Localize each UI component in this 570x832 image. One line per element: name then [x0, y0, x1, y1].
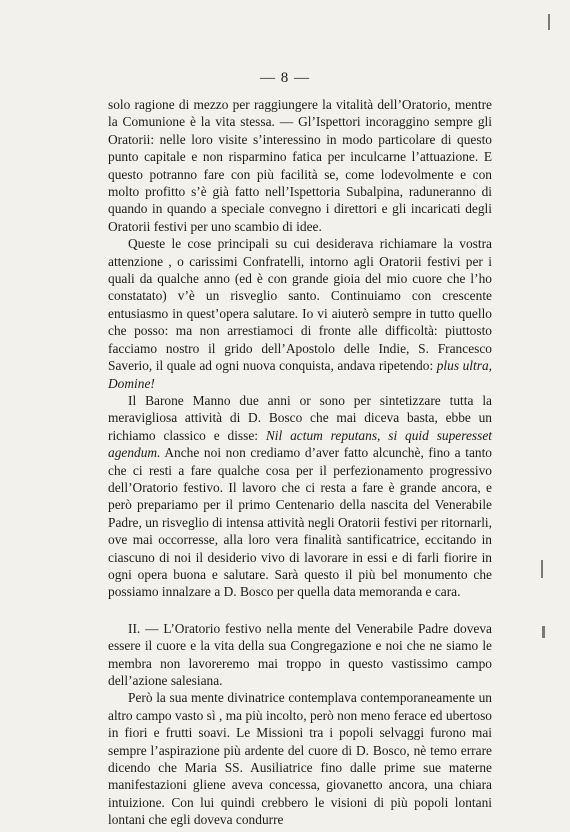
paragraph-5 — [108, 689, 492, 828]
paragraph-3 — [108, 392, 492, 601]
paragraph-3-latin-quote: Nil actum reputans, si quid superesset agendum. — [108, 427, 492, 461]
paragraph-2 — [108, 235, 492, 392]
paragraph-5-text: Però la sua mente divinatrice contemplava contemporaneamente un altro campo vasto sì , ma più incolto, però non meno ferace ed ubertoso in fiori e frutti soavi. Le Missioni tra i popoli selvaggi furono mai sempre l’aspirazione più ardente del cuore di D. Bosco, nè temo errare dicendo che Maria SS. Ausiliatrice fino dalle prime sue materne manifestazioni gliene aveva concessa, giovanetto ancora, una chiara intuizione. Con lui quindi crebbero le visioni di più popoli lontani lontani che egli doveva condurre — [108, 690, 492, 828]
paragraph-1 — [108, 96, 492, 235]
page-number: — 8 — — [260, 70, 310, 86]
paragraph-4-section-heading — [108, 620, 492, 690]
paragraph-3-text-start: Il Barone Manno due anni or sono per sintetizzare tutta la meravigliosa attività di D. Bosco che mai diceva basta, ebbe un richiamo classico e disse: — [108, 392, 492, 443]
paragraph-1-text: solo ragione di mezzo per raggiungere la vitalità dell’Oratorio, mentre la Comunione è la vita stessa. — Gl’Ispettori incoraggino sempre gli Oratorii: nelle loro visite s’interessino in modo particolare di questo punto capitale e non risparmino fatica per inculcarne l’attuazione. E questo potranno fare con più facilità se, come lodevolmente e con molto profitto s’è già fatto nell’Ispettoria Subalpina, raduneranno di quando in quando a speciale convegno i direttori e gli incaricati degli Oratorii festivi per uno scambio di idee. — [108, 97, 492, 234]
margin-mark-middle — [541, 560, 543, 578]
body-text — [108, 96, 492, 829]
paragraph-3-text-end: Anche noi non crediamo d’aver fatto alcunchè, fino a tanto che ci resti a fare qualche cosa per il perfezionamento progressivo dell’Oratorio festivo. Il lavoro che ci resta a fare è grande ancora, e però prepariamo per il primo Centenario della nascita del Venerabile Padre, un risveglio di intensa attività negli Oratorii festivi per ritornarli, ove mai occorresse, alla loro vera finalità santificatrice, eccitando in ciascuno di noi il desiderio vivo di lavorare in essi e di farli fiorire in ogni opera buona e salutare. Sarà questo il più bel monumento che possiamo innalzare a D. Bosco per quella data memoranda e cara. — [108, 445, 492, 600]
paragraph-4-text: II. — L’Oratorio festivo nella mente del Venerabile Padre doveva essere il cuore e la vita della sua Congregazione e noi che ne siamo le membra non lavoreremo mai troppo in questo vastissimo campo dell’azione salesiana. — [108, 620, 492, 688]
margin-mark-lower — [542, 626, 545, 638]
paragraph-2-text: Queste le cose principali su cui desiderava richiamare la vostra attenzione , o carissimi Confratelli, intorno agli Oratorii festivi per i quali da qualche anno (ed è con grande gioia del mio cuore che l’ho constatato) v’è un risveglio santo. Continuiamo con crescente entusiasmo in quest’opera salutare. Io vi aiuterò sempre in tutto quello che posso: ma non arrestiamoci di fronte alle difficoltà: piuttosto facciamo nostro il grido dell’Apostolo delle Indie, S. Francesco Saverio, il quale ad ogni nuova conquista, andava ripetendo: — [108, 236, 492, 374]
margin-mark-top — [548, 14, 550, 30]
paragraph-2-latin-quote: plus ultra, Domine! — [108, 358, 492, 391]
